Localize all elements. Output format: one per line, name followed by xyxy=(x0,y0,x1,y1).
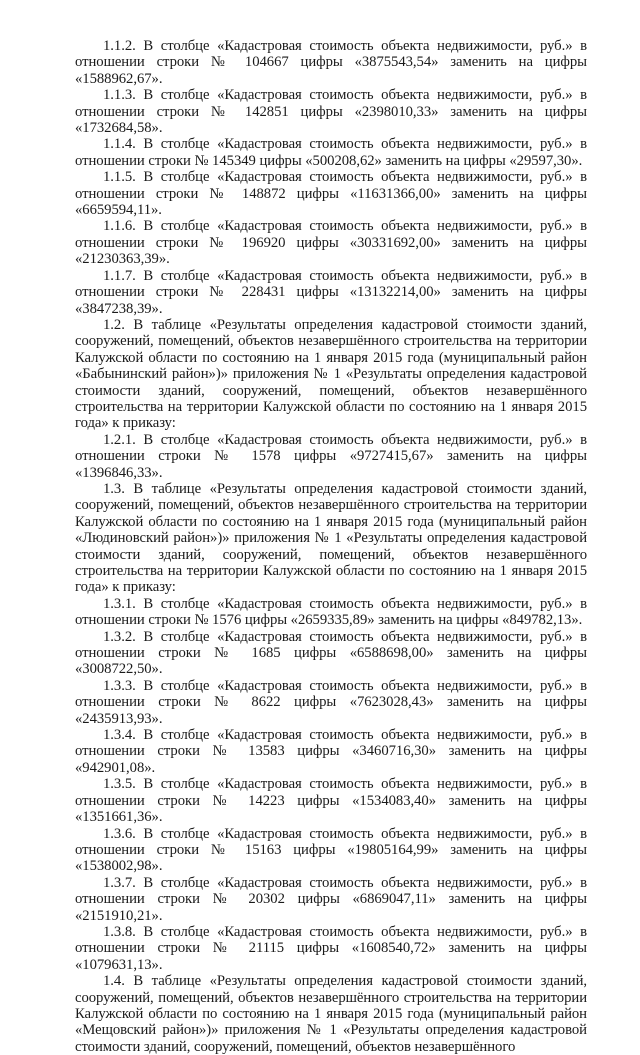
paragraph-1-3-1: 1.3.1. В столбце «Кадастровая стоимость объекта недвижимости, руб.» в отношении строки № 1576 цифры «2659335,89» заменить на цифры «849782,13». xyxy=(75,595,587,629)
paragraph-1-1-2: 1.1.2. В столбце «Кадастровая стоимость объекта недвижимости, руб.» в отношении строки № 104667 цифры «3875543,54» заменить на цифры «1588962,67». xyxy=(75,38,587,87)
paragraph-1-3: 1.3. В таблице «Результаты определения кадастровой стоимости зданий, сооружений, помещений, объектов незавершённого строительства на территории Калужской области по состоянию на 1 января 2015 года (муниципальный район «Людиновский район»)» приложения № 1 «Результаты определения кадастровой стоимости зданий, сооружений, помещений, объектов незавершённого строительства на территории Калужской области по состоянию на 1 января 2015 года» к приказу: xyxy=(75,480,587,596)
paragraph-1-1-7: 1.1.7. В столбце «Кадастровая стоимость объекта недвижимости, руб.» в отношении строки № 228431 цифры «13132214,00» заменить на цифры «3847238,39». xyxy=(75,267,587,317)
paragraph-1-4: 1.4. В таблице «Результаты определения кадастровой стоимости зданий, сооружений, помещений, объектов незавершённого строительства на территории Калужской области по состоянию на 1 января 2015 года (муниципальный район «Мещовский район»)» приложения № 1 «Результаты определения кадастровой стоимости зданий, сооружений, помещений, объектов незавершённого xyxy=(75,973,587,1055)
paragraph-1-3-8: 1.3.8. В столбце «Кадастровая стоимость объекта недвижимости, руб.» в отношении строки № 21115 цифры «1608540,72» заменить на цифры «1079631,13». xyxy=(75,923,587,973)
paragraph-1-1-6: 1.1.6. В столбце «Кадастровая стоимость объекта недвижимости, руб.» в отношении строки № 196920 цифры «30331692,00» заменить на цифры «21230363,39». xyxy=(75,218,587,268)
paragraph-1-2: 1.2. В таблице «Результаты определения кадастровой стоимости зданий, сооружений, помещений, объектов незавершённого строительства на территории Калужской области по состоянию на 1 января 2015 года (муниципальный район «Бабынинский район»)» приложения № 1 «Результаты определения кадастровой стоимости зданий, сооружений, помещений, объектов незавершённого строительства на территории Калужской области по состоянию на 1 января 2015 года» к приказу: xyxy=(75,316,587,432)
paragraph-1-3-6: 1.3.6. В столбце «Кадастровая стоимость объекта недвижимости, руб.» в отношении строки № 15163 цифры «19805164,99» заменить на цифры «1538002,98». xyxy=(75,825,587,875)
paragraph-1-3-7: 1.3.7. В столбце «Кадастровая стоимость объекта недвижимости, руб.» в отношении строки № 20302 цифры «6869047,11» заменить на цифры «2151910,21». xyxy=(75,874,587,924)
paragraph-1-1-3: 1.1.3. В столбце «Кадастровая стоимость объекта недвижимости, руб.» в отношении строки № 142851 цифры «2398010,33» заменить на цифры «1732684,58». xyxy=(75,87,587,137)
document-body xyxy=(75,38,587,1055)
paragraph-1-3-2: 1.3.2. В столбце «Кадастровая стоимость объекта недвижимости, руб.» в отношении строки № 1685 цифры «6588698,00» заменить на цифры «3008722,50». xyxy=(75,628,587,678)
paragraph-1-1-4: 1.1.4. В столбце «Кадастровая стоимость объекта недвижимости, руб.» в отношении строки № 145349 цифры «500208,62» заменить на цифры «29597,30». xyxy=(75,136,587,169)
paragraph-1-3-4: 1.3.4. В столбце «Кадастровая стоимость объекта недвижимости, руб.» в отношении строки № 13583 цифры «3460716,30» заменить на цифры «942901,08». xyxy=(75,727,587,776)
paragraph-1-3-5: 1.3.5. В столбце «Кадастровая стоимость объекта недвижимости, руб.» в отношении строки № 14223 цифры «1534083,40» заменить на цифры «1351661,36». xyxy=(75,776,587,826)
paragraph-1-2-1: 1.2.1. В столбце «Кадастровая стоимость объекта недвижимости, руб.» в отношении строки № 1578 цифры «9727415,67» заменить на цифры «1396846,33». xyxy=(75,431,587,481)
paragraph-1-3-3: 1.3.3. В столбце «Кадастровая стоимость объекта недвижимости, руб.» в отношении строки № 8622 цифры «7623028,43» заменить на цифры «2435913,93». xyxy=(75,677,587,727)
paragraph-1-1-5: 1.1.5. В столбце «Кадастровая стоимость объекта недвижимости, руб.» в отношении строки № 148872 цифры «11631366,00» заменить на цифры «6659594,11». xyxy=(75,169,587,219)
